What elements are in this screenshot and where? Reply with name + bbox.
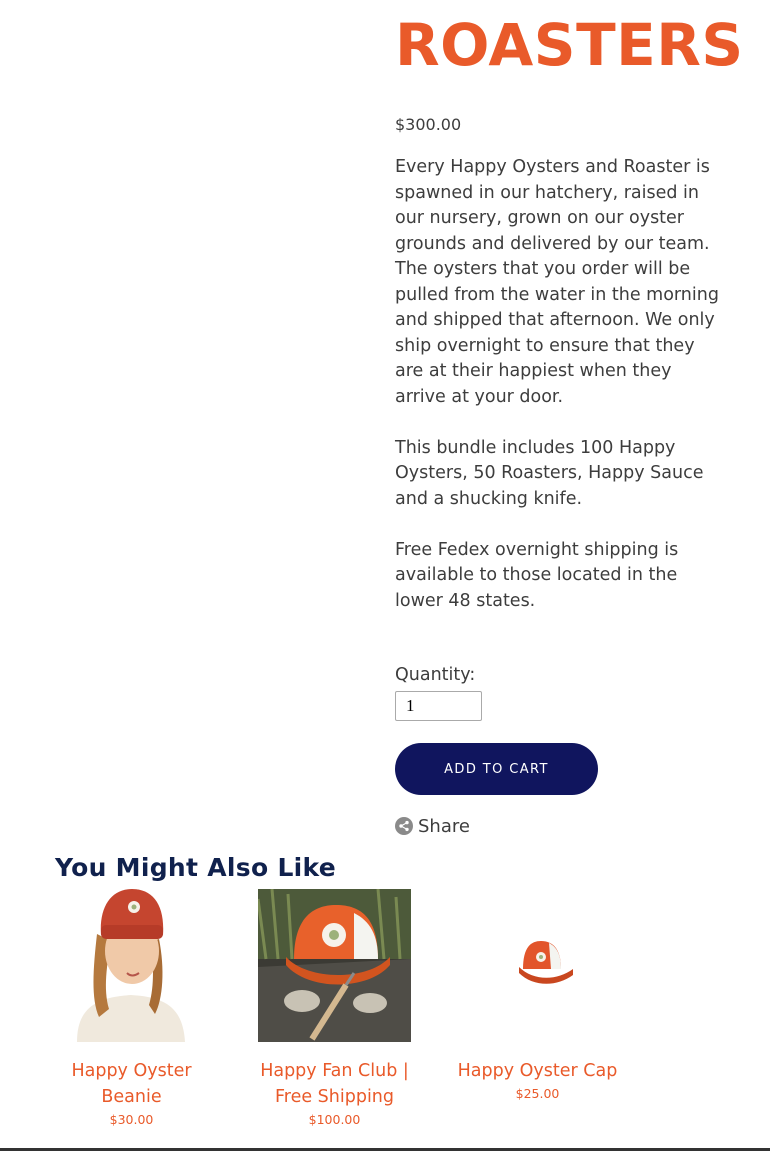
product-name[interactable]: Happy Fan Club | Free Shipping	[260, 1061, 409, 1107]
product-image[interactable]	[461, 889, 614, 1042]
product-image[interactable]	[258, 889, 411, 1042]
related-products-heading: You Might Also Like	[55, 853, 337, 882]
product-price: $300.00	[395, 115, 462, 134]
description-paragraph: Every Happy Oysters and Roaster is spawned in our hatchery, raised in our nursery, grown on our oyster grounds and delivered by our team. The oysters that you order will be pulled from the water in the morning and shipped that afternoon. We only ship overnight to ensure that they are at their happiest when they arrive at your door.	[395, 157, 719, 407]
product-price: $100.00	[308, 1112, 361, 1127]
description-paragraph: This bundle includes 100 Happy Oysters, 50 Roasters, Happy Sauce and a shucking knife.	[395, 437, 704, 509]
share-label: Share	[418, 815, 470, 837]
product-name[interactable]: Happy Oyster Cap	[457, 1061, 618, 1081]
share-button[interactable]	[395, 814, 470, 838]
related-product-card[interactable]	[450, 889, 625, 1101]
quantity-input[interactable]	[395, 691, 482, 721]
description-paragraph: Free Fedex overnight shipping is available to those located in the lower 48 states.	[395, 539, 679, 611]
quantity-label: Quantity:	[395, 665, 476, 685]
related-product-card[interactable]	[247, 889, 422, 1127]
product-name[interactable]: Happy Oyster Beanie	[71, 1061, 192, 1107]
product-price: $30.00	[109, 1112, 154, 1127]
add-to-cart-button[interactable]: ADD TO CART	[395, 743, 598, 795]
product-description	[395, 155, 720, 640]
product-image[interactable]	[55, 889, 208, 1042]
product-price: $25.00	[515, 1086, 560, 1101]
share-icon	[395, 817, 413, 835]
product-title: ROASTERS	[395, 11, 744, 79]
related-product-card[interactable]	[44, 889, 219, 1127]
